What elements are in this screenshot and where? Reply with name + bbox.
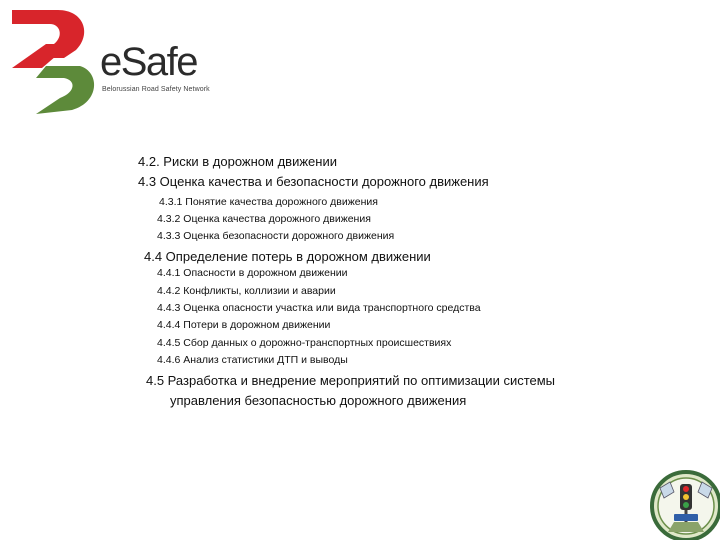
traffic-light-emblem-icon <box>646 462 720 540</box>
toc-item-4-3-2: 4.3.2 Оценка качества дорожного движения <box>157 213 371 225</box>
esafe-logo <box>6 6 216 116</box>
toc-item-4-3: 4.3 Оценка качества и безопасности дорожного движения <box>138 174 489 189</box>
brand-tagline: Belorussian Road Safety Network <box>102 86 210 93</box>
toc-item-4-4-1: 4.4.1 Опасности в дорожном движении <box>157 267 348 279</box>
esafe-logo-mark-icon <box>6 6 102 116</box>
toc-item-4-4-6: 4.4.6 Анализ статистики ДТП и выводы <box>157 354 348 366</box>
toc-item-4-4-5: 4.4.5 Сбор данных о дорожно-транспортных происшествиях <box>157 337 452 349</box>
toc-item-4-4-4: 4.4.4 Потери в дорожном движении <box>157 319 331 331</box>
toc-item-4-3-1: 4.3.1 Понятие качества дорожного движения <box>159 196 378 208</box>
toc-item-4-5-continuation: управления безопасностью дорожного движения <box>170 393 467 408</box>
brand-name: eSafe <box>100 40 198 84</box>
toc-item-4-3-3: 4.3.3 Оценка безопасности дорожного движения <box>157 230 395 242</box>
toc-item-4-4-2: 4.4.2 Конфликты, коллизии и аварии <box>157 285 336 297</box>
toc-item-4-2: 4.2. Риски в дорожном движении <box>138 154 337 169</box>
toc-item-4-4-3: 4.4.3 Оценка опасности участка или вида транспортного средства <box>157 302 481 314</box>
toc-item-4-5: 4.5 Разработка и внедрение мероприятий по оптимизации системы <box>146 373 556 388</box>
toc-item-4-4: 4.4 Определение потерь в дорожном движении <box>144 249 431 264</box>
